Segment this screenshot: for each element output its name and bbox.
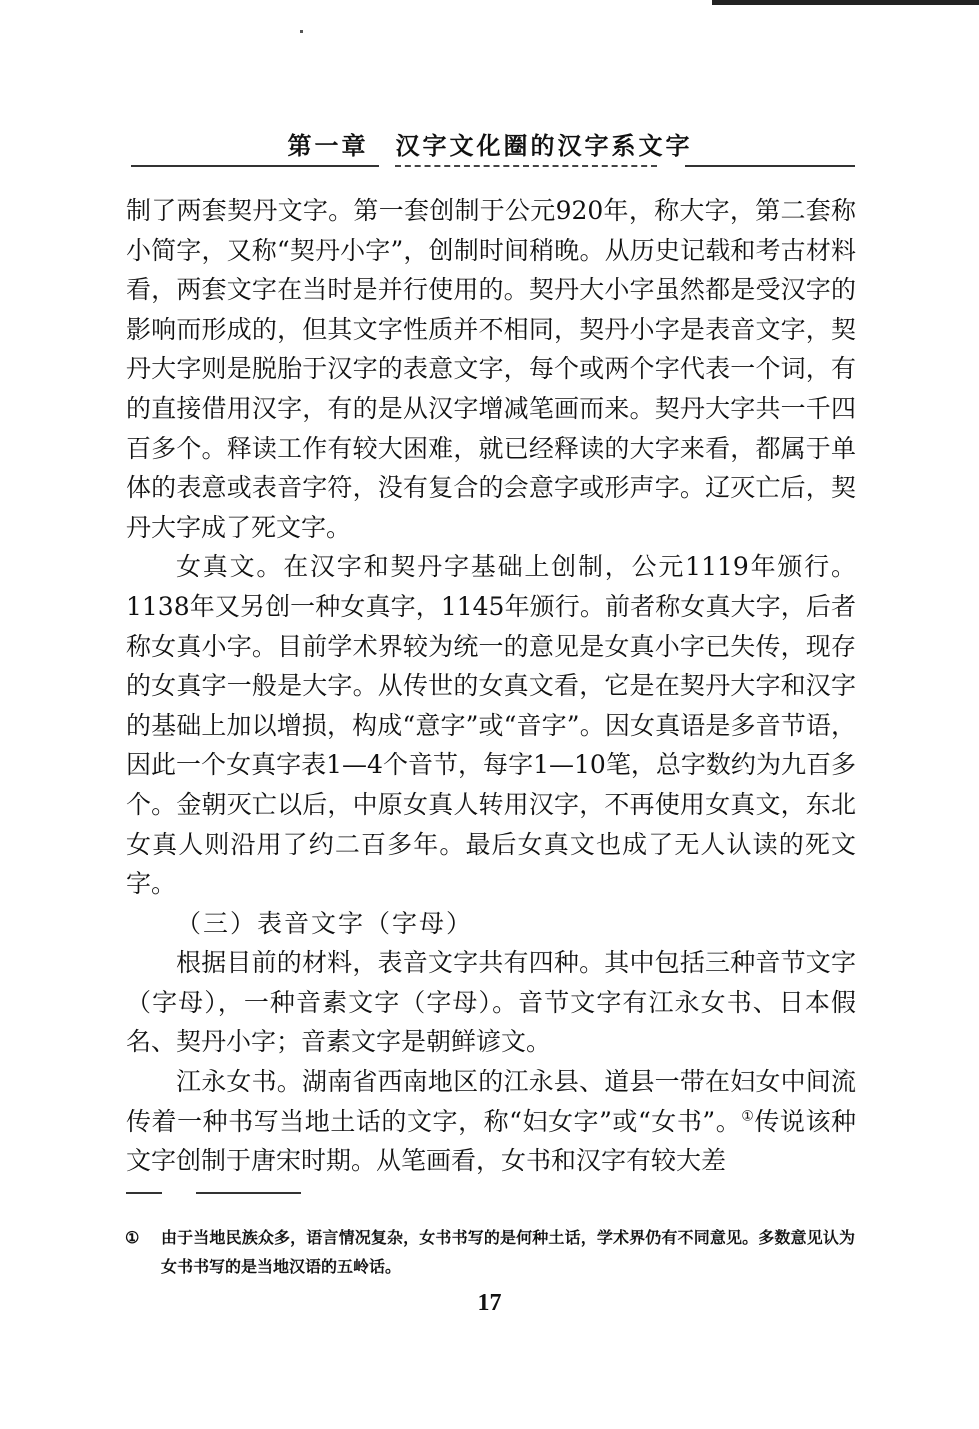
header-rule-left [131, 165, 379, 167]
footnote-rule-short [126, 1192, 162, 1194]
chapter-title: 第一章 汉字文化圈的汉字系文字 [287, 131, 693, 160]
main-text [126, 191, 856, 1181]
footnote-reference[interactable]: ① [741, 1108, 755, 1125]
page-number: 17 [477, 1290, 502, 1316]
section-subheading: （三）表音文字（字母） [176, 908, 474, 938]
paragraph-nushu [126, 1062, 856, 1181]
nushu-text: 江永女书。湖南省西南地区的江永县、道县一带在妇女中间流传着一种书写当地土话的文字，称“妇女字”或“女书”。 [126, 1067, 856, 1136]
paragraph-jurchen: 女真文。在汉字和契丹字基础上创制，公元1119年颁行。1138年又另创一种女真字，1145年颁行。前者称女真大字，后者称女真小字。目前学术界较为统一的意见是女真小字已失传，现存的女真字一般是大字。从传世的女真文看，它是在契丹大字和汉字的基础上加以增损，构成“意字”或“音字”。因女真语是多音节语，因此一个女真字表1—4个音节，每字1—10笔，总字数约为九百多个。金朝灭亡以后，中原女真人转用汉字，不再使用女真文，东北女真人则沿用了约二百多年。最后女真文也成了无人认读的死文字。 [126, 552, 856, 899]
header-rule-middle [395, 165, 657, 167]
header-rule-right [685, 165, 855, 167]
paragraph-khitan: 制了两套契丹文字。第一套创制于公元920年，称大字，第二套称小简字，又称“契丹小字”，创制时间稍晚。从历史记载和考古材料看，两套文字在当时是并行使用的。契丹大小字虽然都是受汉字的影响而形成的，但其文字性质并不相同，契丹小字是表音文字，契丹大字则是脱胎于汉字的表意文字，每个或两个字代表一个词，有的直接借用汉字，有的是从汉字增减笔画而来。契丹大字共一千四百多个。释读工作有较大困难，就已经释读的大字来看，都属于单体的表意或表音字符，没有复合的会意字或形声字。辽灭亡后，契丹大字成了死文字。 [126, 196, 856, 542]
running-header [125, 118, 855, 168]
scan-speck [300, 30, 303, 33]
footnote-text: 由于当地民族众多，语言情况复杂，女书书写的是何种土话，学术界仍有不同意见。多数意见认为女书书写的是当地汉语的五岭话。 [161, 1228, 855, 1276]
top-edge-rule [712, 0, 979, 5]
footnote [125, 1223, 855, 1281]
nushu-text-continued: 传说该种文字创制于唐宋时期。从笔画看，女书和汉字有较大差 [126, 1106, 856, 1176]
footnote-rule-long [196, 1192, 301, 1194]
footnote-marker: ① [125, 1228, 140, 1247]
paragraph-phonetic-scripts: 根据目前的材料，表音文字共有四种。其中包括三种音节文字（字母），一种音素文字（字母）。音节文字有江永女书、日本假名、契丹小字；音素文字是朝鲜谚文。 [126, 948, 856, 1057]
